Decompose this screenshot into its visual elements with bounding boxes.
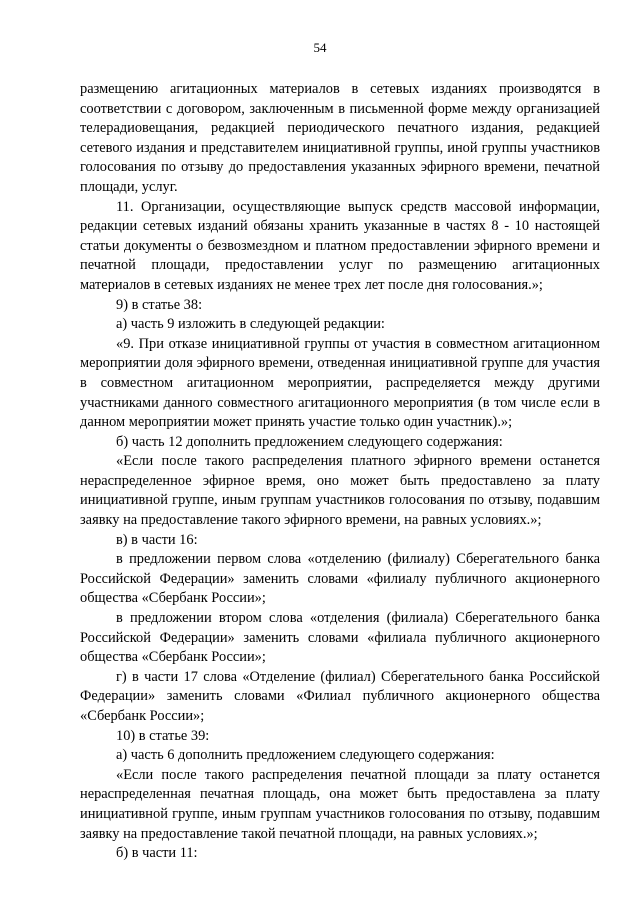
paragraph-item-11: 11. Организации, осуществляющие выпуск средств массовой информации, редакции сетевых изданий обязаны хранить указанные в частях 8 - 10 настоящей статьи документы о безвозмездном и платном предоставлении эфирного времени и печатной площади, предоставлении услуг по размещению агитационных материалов в сетевых изданиях не менее трех лет после дня голосования.»; <box>80 198 600 293</box>
paragraph-sentence-first: в предложении первом слова «отделению (филиалу) Сберегательного банка Российской Федерации» заменить словами «филиалу публичного акционерного общества «Сбербанк России»; <box>80 551 600 607</box>
paragraph-subitem-b: б) часть 12 дополнить предложением следующего содержания: <box>116 433 503 450</box>
paragraph-quote-airtime: «Если после такого распределения платного эфирного времени останется нераспределенное эфирное время, оно может быть предоставлено за плату инициативной группе, иным группам участников голосования по отзыву, подавшим заявку на предоставление такого эфирного времени, на равных условиях.»; <box>80 453 600 529</box>
paragraph-subitem-a: а) часть 9 изложить в следующей редакции: <box>116 316 385 333</box>
paragraph-quote-part-9: «9. При отказе инициативной группы от участия в совместном агитационном мероприятии доля эфирного времени, отведенная инициативной группе для участия в совместном агитационном мероприятии, распределяется между другими участниками данного совместного агитационного мероприятия (в том числе если в данном мероприятии может принять участие только один участник).»; <box>80 335 600 431</box>
paragraph-subitem-b-2: б) в части 11: <box>116 845 198 862</box>
paragraph-subitem-v: в) в части 16: <box>116 531 198 548</box>
paragraph-continuation: размещению агитационных материалов в сетевых изданиях производятся в соответствии с договором, заключенным в письменной форме между организацией телерадиовещания, редакцией периодического печатного издания, редакцией сетевого издания и представителем инициативной группы, иной группы участников голосования по отзыву до предоставления указанных эфирного времени, печатной площади, услуг. <box>80 81 600 195</box>
paragraph-sentence-second: в предложении втором слова «отделения (филиала) Сберегательного банка Российской Федерации» заменить словами «филиала публичного акционерного общества «Сбербанк России»; <box>80 610 600 666</box>
paragraph-quote-print-space: «Если после такого распределения печатной площади за плату останется нераспределенная печатная площадь, она может быть предоставлена за плату инициативной группе, иным группам участников голосования по отзыву, подавшим заявку на предоставление такой печатной площади, на равных условиях.»; <box>80 766 600 842</box>
page-number: 54 <box>313 40 327 55</box>
paragraph-item-10-article-39: 10) в статье 39: <box>116 727 210 744</box>
paragraph-item-9-article-38: 9) в статье 38: <box>116 296 203 313</box>
paragraph-subitem-g: г) в части 17 слова «Отделение (филиал) Сберегательного банка Российской Федерации» заменить словами «Филиал публичного акционерного общества «Сбербанк России»; <box>80 668 600 724</box>
paragraph-subitem-a-2: а) часть 6 дополнить предложением следующего содержания: <box>116 747 495 764</box>
document-body <box>80 80 600 864</box>
